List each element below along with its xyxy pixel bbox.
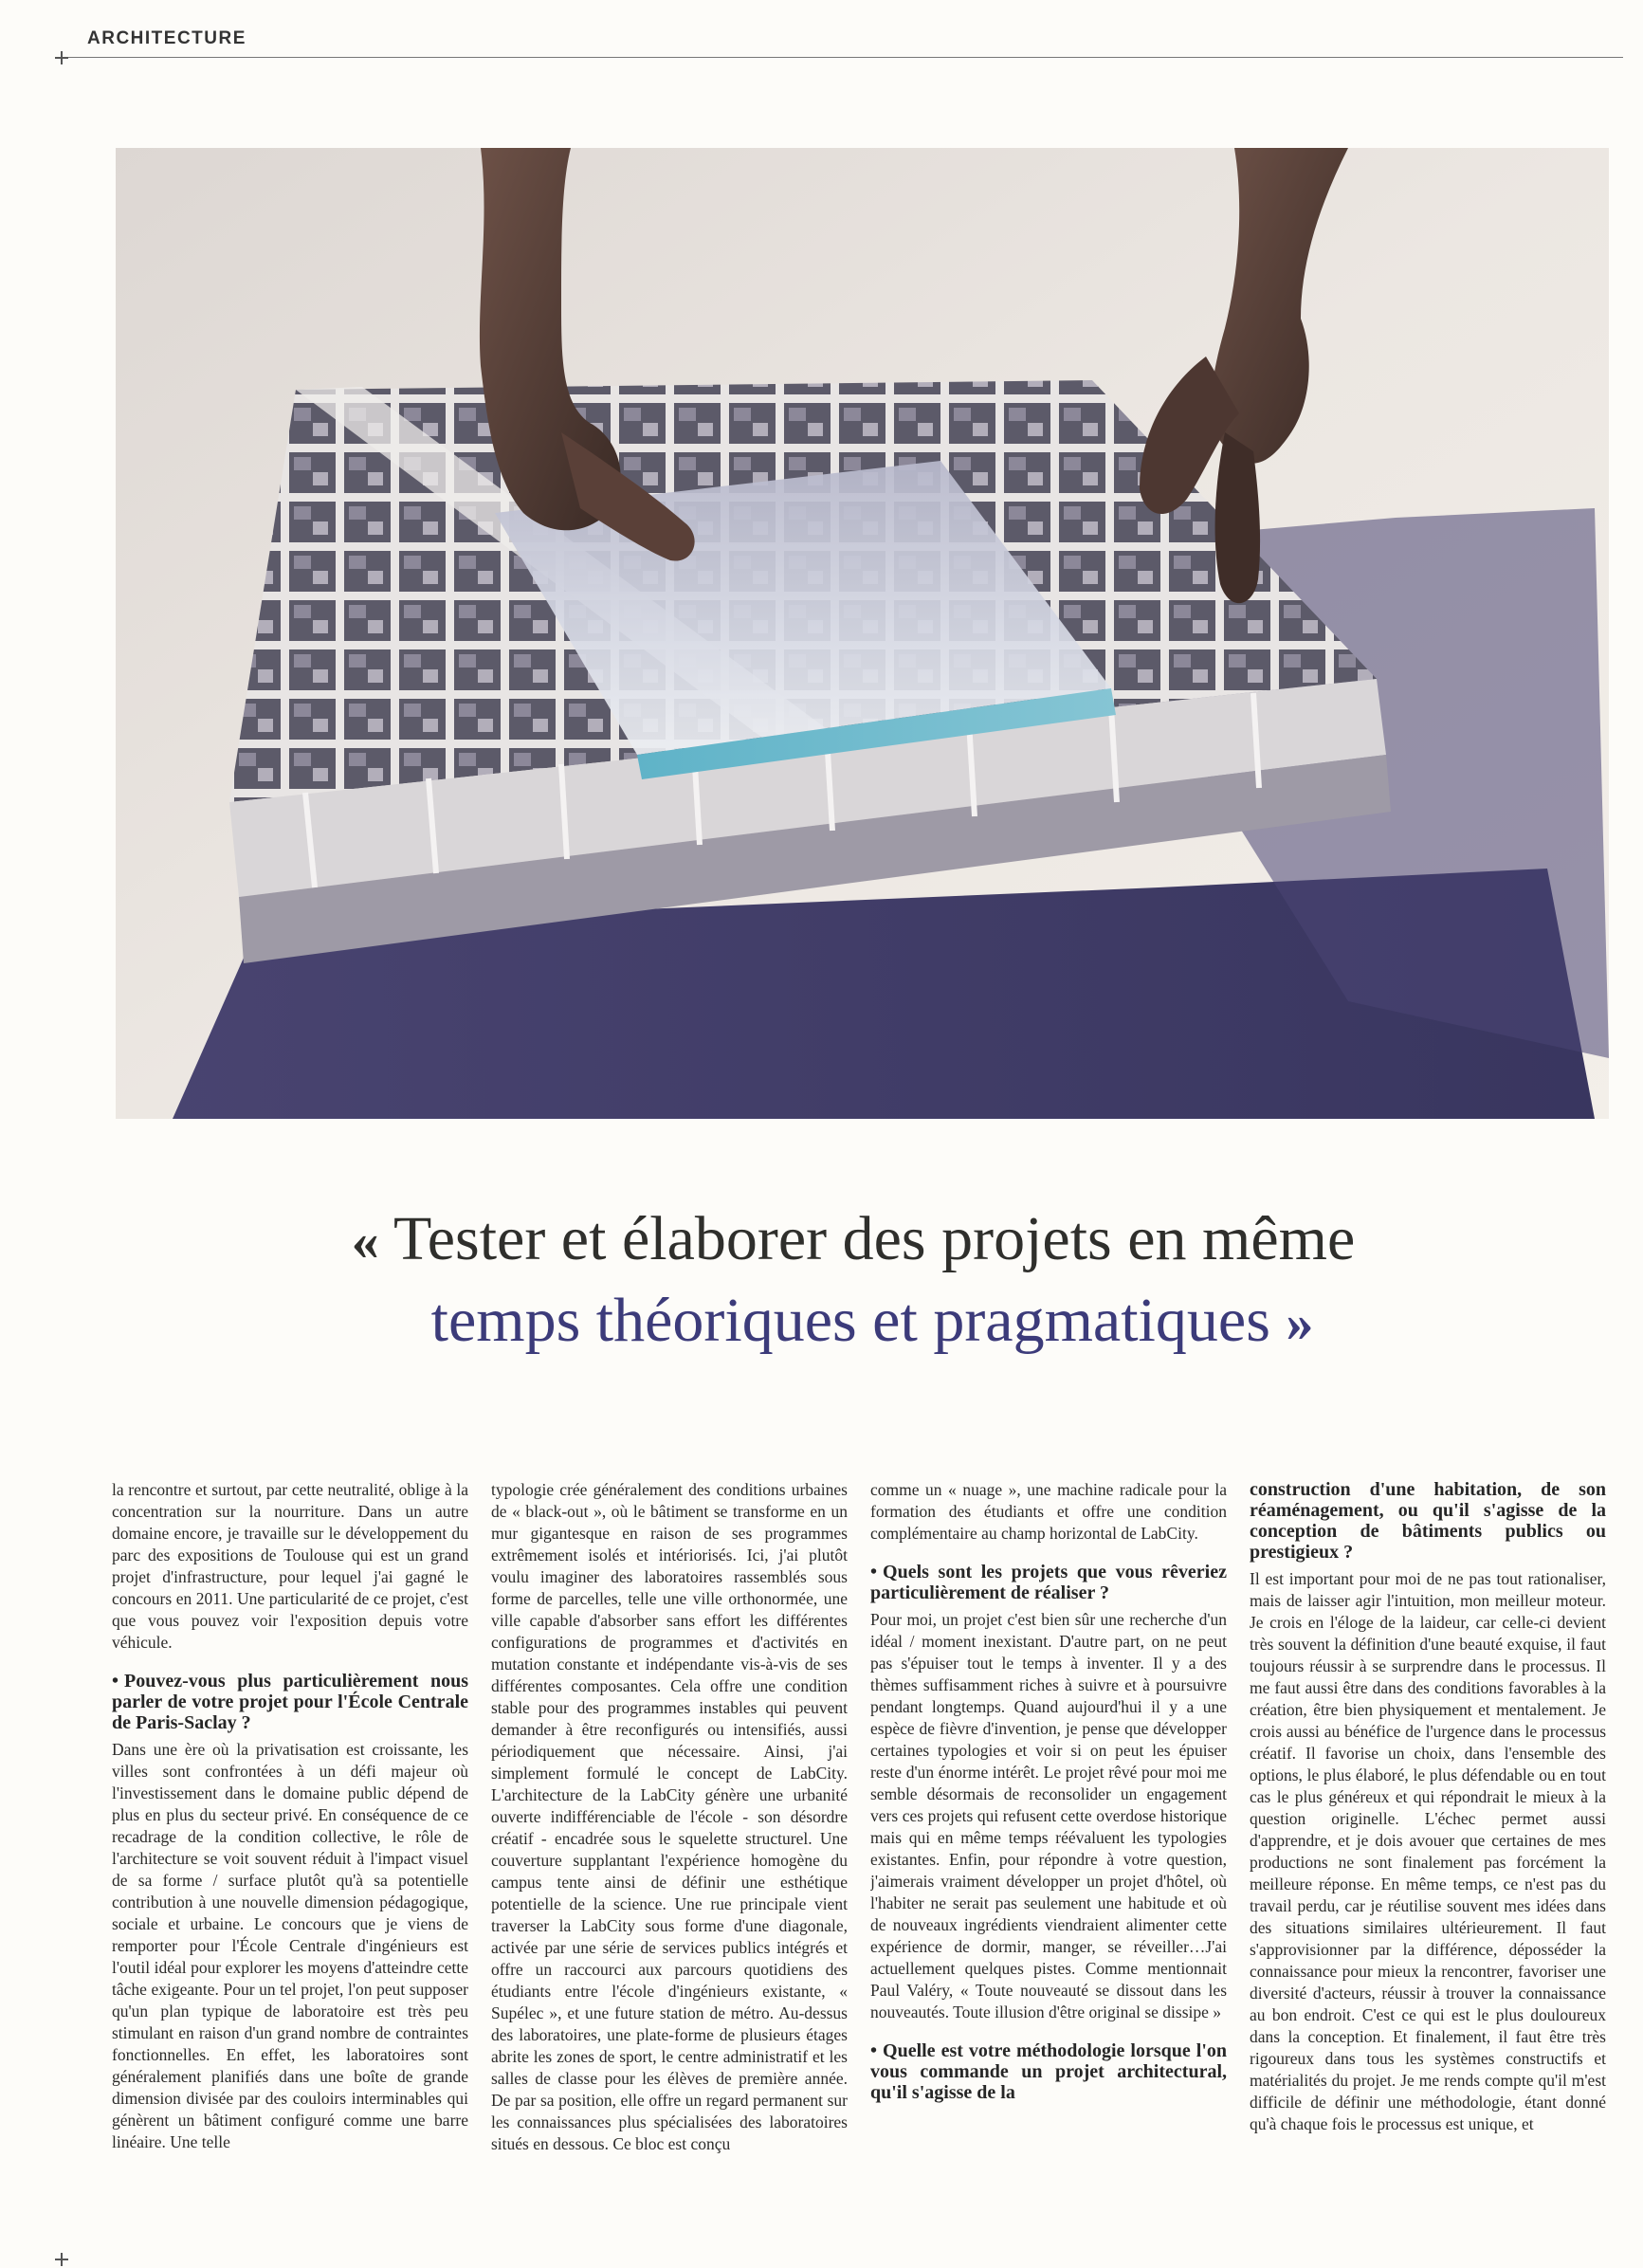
paragraph: Il est important pour moi de ne pas tout rationaliser, mais de laisser agir l'intuition, mon meilleur moteur. Je crois en l'éloge de la laideur, car celle-ci devient très souvent la définition d'une beauté exquise, il faut toujours réussir à se surprendre dans le processus. Il me faut aussi être dans des conditions favorables à la création, être bien physiquement et mentalement. Je crois aussi au bénéfice de l'urgence dans le processus créatif. Il favorise un choix, dans l'ensemble des options, le plus élaboré, le plus défendable ou en tout cas le plus généreux et qui répondrait le mieux à la question originelle. L'échec permet aussi d'apprendre, et je dois avouer que certaines de mes productions ne sont finalement pas forcément la meilleure réponse. En même temps, ce n'est pas du travail perdu, car je réutilise souvent mes idées dans des situations similaires ultérieurement. Il faut s'approvisionner par la différence, déposséder la connaissance pour mieux la rencontrer, favoriser une diversité d'acteurs, réussir à trouver la connaissance au bon endroit. C'est ce qui est le plus douloureux dans la conception. Et finalement, il faut être très rigoureux dans tous les systèmes constructifs et matérialités du projet. Je me rends compte qu'il m'est difficile de définir une méthodologie, étant donné qu'à chaque fois le processus est unique, et bbox=[1250, 1569, 1606, 2133]
quote-close-mark: » bbox=[1286, 1291, 1314, 1353]
question-text: Quelle est votre méthodologie lorsque l'on vous commande un projet architectural, qu'il s'agisse de la bbox=[870, 2040, 1227, 2103]
section-label: ARCHITECTURE bbox=[87, 28, 246, 48]
question-text: Pouvez-vous plus particulièrement nous parler de votre projet pour l'École Centrale de Paris-Saclay ? bbox=[112, 1671, 468, 1733]
header-rule bbox=[59, 57, 1623, 58]
quote-text-line-1: Tester et élaborer des projets en même bbox=[393, 1204, 1356, 1273]
interview-question bbox=[870, 1562, 1227, 1603]
article-column-1 bbox=[112, 1479, 468, 2228]
article-column-3 bbox=[870, 1479, 1227, 2228]
paragraph: Dans une ère où la privatisation est croissante, les villes sont confrontées à un défi majeur où l'investissement dans le domaine public dépend de plus en plus du secteur privé. En conséquence de ce recadrage de la condition collective, le rôle de l'architecture se voit souvent réduit à l'impact visuel de sa forme / surface plutôt qu'à sa potentielle contribution à une nouvelle dimension pédagogique, sociale et urbaine. Le concours que je viens de remporter pour l'École Centrale d'ingénieurs est l'outil idéal pour explorer les moyens d'atteindre cette tâche exigeante. Pour un tel projet, l'on peut supposer qu'un plan typique de laboratoire est très peu stimulant en raison d'un grand nombre de contraintes fonctionnelles. En effet, les laboratoires sont généralement planifiés dans une boîte de grande dimension divisée par des couloirs interminables qui génèrent un bâtiment configuré comme une barre linéaire. Une telle bbox=[112, 1740, 468, 2151]
quote-text-line-2: temps théoriques et pragmatiques bbox=[430, 1286, 1270, 1355]
article-column-4 bbox=[1250, 1479, 1606, 2228]
architecture-model-photo bbox=[116, 148, 1609, 1119]
article-column-2 bbox=[491, 1479, 848, 2228]
pull-quote-line-1 bbox=[142, 1199, 1564, 1281]
interview-question bbox=[870, 2040, 1227, 2103]
paragraph: typologie crée généralement des conditions urbaines de « black-out », où le bâtiment se transforme en un mur gigantesque en raison de ses programmes extrêmement isolés et intériorisés. Ici, j'ai plutôt voulu imaginer des laboratoires rassemblés sous forme de parcelles, telle une ville orthonormée, une ville capable d'absorber sans effort les différentes configurations de programmes et d'activités en mutation constante et indépendante vis-à-vis de ses différentes composantes. Cela offre une condition stable pour des programmes instables qui peuvent demander à être reconfigurés ou intensifiés, aussi périodiquement que nécessaire. Ainsi, j'ai simplement formulé le concept de LabCity. L'architecture de la LabCity génère une urbanité ouverte indifférenciable de l'école - son désordre créatif - encadrée sous le squelette structurel. Une couverture supplantant l'expérience homogène du campus tente ainsi de définir une esthétique potentielle de la science. Une rue principale vient traverser la LabCity sous forme d'une diagonale, activée par une série de services publics intégrés et offre un raccourci aux parcours quotidiens des étudiants entre l'école d'ingénieurs existante, « Supélec », et une future station de métro. Au-dessus des laboratoires, une plate-forme de plusieurs étages abrite les zones de sport, le centre administratif et les salles de classe pour les élèves de première année. De par sa position, elle offre un regard permanent sur les connaissances plus spécialisées des laboratoires situés en dessous. Ce bloc est conçu bbox=[491, 1480, 848, 2153]
paragraph: comme un « nuage », une machine radicale pour la formation des étudiants et offre une condition complémentaire au champ horizontal de LabCity. bbox=[870, 1480, 1227, 1543]
pull-quote bbox=[142, 1199, 1564, 1363]
quote-open-mark: « bbox=[351, 1210, 379, 1271]
question-text: Quels sont les projets que vous rêveriez particulièrement de réaliser ? bbox=[870, 1562, 1227, 1603]
crop-mark-bottom bbox=[55, 2253, 68, 2266]
bullet: • bbox=[112, 1671, 119, 1692]
crop-mark-top bbox=[55, 51, 68, 64]
bullet: • bbox=[870, 1562, 878, 1582]
bullet: • bbox=[870, 2040, 878, 2061]
paragraph: la rencontre et surtout, par cette neutralité, oblige à la concentration sur la nourriture. Dans un autre domaine encore, je travaille sur le développement du parc des expositions de Toulouse qui est un grand projet d'infrastructure, pour lequel j'ai gagné le concours en 2011. Une particularité de ce projet, c'est que vous pouvez voir l'exposition depuis votre véhicule. bbox=[112, 1480, 468, 1652]
interview-question bbox=[112, 1671, 468, 1733]
paragraph: Pour moi, un projet c'est bien sûr une recherche d'un idéal / moment inexistant. D'autre part, on ne peut pas s'épuiser tout le temps à inventer. Il y a des thèmes suffisamment riches à suivre et à poursuivre pendant longtemps. Quand aujourd'hui il y a une espèce de fièvre d'invention, je pense que développer certaines typologies et voir si on peut les épuiser reste d'un énorme intérêt. Le projet rêvé pour moi me semble désormais de reconsolider un engagement vers ces projets qui refusent cette overdose historique mais qui en même temps réévaluent les typologies existantes. Enfin, pour répondre à votre question, j'aimerais vraiment développer un projet d'hôtel, où l'habiter ne serait pas seulement une habitude et où de nouveaux ingrédients viendraient alimenter cette expérience de dormir, manger, se réveiller…J'ai actuellement quelques pistes. Comme mentionnait Paul Valéry, « Toute nouveauté se dissout dans les nouveautés. Toute illusion d'être original se dissipe » bbox=[870, 1610, 1227, 2021]
pull-quote-line-2 bbox=[142, 1281, 1564, 1363]
interview-question-continued: construction d'une habitation, de son réaménagement, ou qu'il s'agisse de la conception de bâtiments publics ou prestigieux ? bbox=[1250, 1479, 1606, 1563]
